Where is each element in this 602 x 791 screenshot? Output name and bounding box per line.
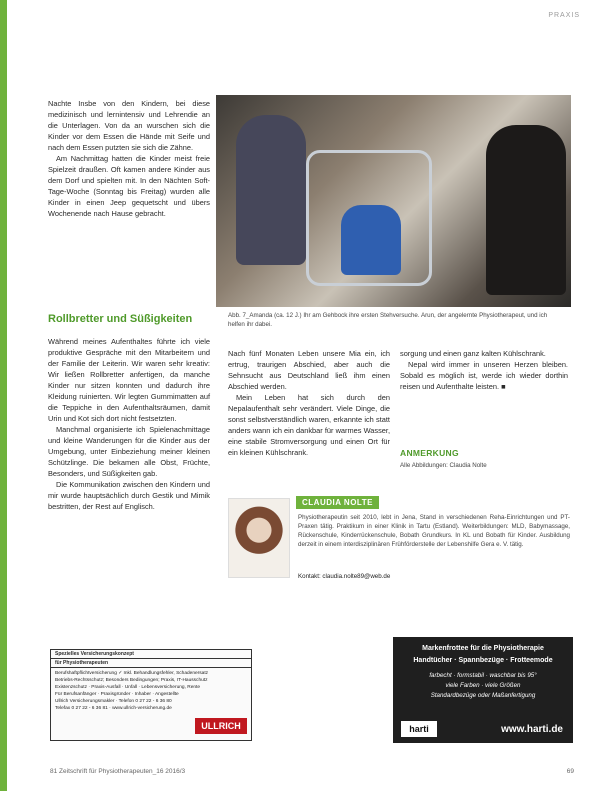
ad-row: Ullrich Versicherungsmakler · Telefon 0 27 22 - 6 36 80 [55, 699, 172, 704]
ad-line: farbecht · formstabil · waschbar bis 95° [429, 672, 537, 679]
author-figure-shape [486, 125, 566, 295]
ad-row: Existenzschutz · Praxis-Ausfall · Unfall · Lebensversicherung, Rente [55, 685, 201, 690]
paragraph: Nepal wird immer in unseren Herzen bleiben. Sobald es möglich ist, werde ich wieder dorthin reisen und Aufenthalte leisten. ■ [400, 360, 568, 391]
paragraph: Manchmal organisierte ich Spielenachmittage und kleine Wanderungen für die Kinder aus der Umgebung, unter Einbeziehung meiner kleinen Schützlinge. Die bekamen alle Obst, Früchte, Besonders, und Süßigkeiten gab. [48, 425, 210, 478]
page-edge-stripe [0, 0, 7, 791]
child-figure-shape [341, 205, 401, 275]
column-a-body [48, 336, 210, 512]
paragraph: sorgung und einen ganz kalten Kühlschrank. [400, 349, 546, 358]
ad-row: Für Berufsanfänger · Praxisgründer · Inhaber · Angestellte [55, 692, 179, 697]
column-b [228, 348, 390, 458]
paragraph: Die Kommunikation zwischen den Kindern und mir wurde hauptsächlich durch Gestik und Mimik bestritten, der Rest auf Englisch. [48, 480, 210, 511]
section-heading: Rollbretter und Süßigkeiten [48, 313, 193, 325]
paragraph: Nach fünf Monaten Leben unsere Mia ein, ich ertrug, traurigen Abschied, aber auch die Sehnsucht aus Deutschland ließ ihm einen Abschied werden. [228, 349, 390, 391]
harti-logo: harti [401, 721, 437, 737]
ad-subhead: für Physiotherapeuten [51, 659, 251, 668]
author-name-tag: CLAUDIA NOLTE [296, 496, 379, 509]
ad-line: Handtücher · Spannbezüge · Frotteemode [413, 657, 553, 664]
insurance-ad[interactable] [50, 649, 252, 741]
anmerkung-text: Alle Abbildungen: Claudia Nolte [400, 462, 487, 469]
ad-title: Markenfrottee für die Physiotherapie [422, 645, 544, 652]
section-label: PRAXIS [548, 12, 580, 19]
author-contact-link[interactable]: Kontakt: claudia.nolte89@web.de [298, 573, 391, 580]
therapist-figure-shape [236, 115, 306, 265]
paragraph: Mein Leben hat sich durch den Nepalaufenthalt sehr verändert. Viele Dinge, die sonst selbstverständlich waren, erkannte ich statt anders wann ich ein dankbar für warmes Wasser, eine stabile Stromversorgung und einen Ort für ein kleinen Kühlschrank. [228, 393, 390, 457]
anmerkung-title: ANMERKUNG [400, 448, 459, 458]
column-c [400, 348, 568, 392]
page-number: 69 [566, 768, 574, 775]
article-photo [216, 95, 571, 307]
ad-url[interactable]: www.harti.de [501, 724, 563, 735]
column-a-top [48, 98, 210, 219]
ad-row: Berufshaftpflichtversicherung ✓ Inkl. Behandlungsfehler, Schadenersatz [55, 671, 209, 676]
ad-line: viele Farben · viele Größen [445, 682, 521, 689]
ad-head: Spezielles Versicherungskonzept [51, 650, 251, 659]
footer-journal: 81 Zeitschrift für Physiotherapeuten_16 2016/3 [50, 768, 186, 775]
harti-ad[interactable] [393, 637, 573, 743]
ullrich-logo: ULLRICH [195, 718, 247, 734]
paragraph: Während meines Aufenthaltes führte ich viele produktive Gespräche mit den Mitarbeitern und der Familie der Leiterin. Wir waren sehr kreativ: Wir ließen Rollbretter anfertigen, da manche Kinder nur sitzen konnten und dadurch ihre Kleidung ruinierten. Wir legten Gummimatten auf die Teppiche in den Aufenthaltsräumen, damit Urin und Kot sich dort nicht festsetzten. [48, 337, 210, 423]
paragraph: Am Nachmittag hatten die Kinder meist freie Spielzeit draußen. Oft kamen andere Kinder aus dem Dorf und spielten mit. In den Nächten Soft-Tage-Woche (Sonntag bis Freitag) wurden alle Kinder in einen Jeep gequetscht und übers Wochenende nach Hause gebracht. [48, 154, 210, 218]
paragraph: Nachte Insbe von den Kindern, bei diese medizinisch und lernintensiv und Lehrendie an die Unterlagen. Von da an wurschen sich die Kinder vor dem Essen die Hände mit Seife und nach dem Essen putzten sie sich die Zähne. [48, 99, 210, 152]
ad-row: Telefax 0 27 22 - 6 36 81 · www.ullrich-versicherung.de [55, 706, 172, 711]
author-bio: Physiotherapeutin seit 2010, lebt in Jena, Stand in verschiedenen Reha-Einrichtungen und PT-Praxen tätig. Praktikum in einer Klinik in Tartu (Estland). Weiterbildungen: MLD, Babymassage, Rückenschule, Kinderrückenschule, Bobath Grundkurs. In KL und Bobath für Kinder. Ausbildung derzeit in einem interdisziplinären Frühförderstelle der Lebenshilfe Gera e. V. tätig. [298, 514, 570, 548]
ad-line: Standardbezüge oder Maßanfertigung [430, 692, 536, 699]
ad-row: Betriebs-Rechtsschutz; Besonders Bedingungen; Praxis, IT-Hausschutz [55, 678, 208, 683]
photo-caption: Abb. 7_Amanda (ca. 12 J.) Ihr am Gehbock ihre ersten Stehversuche. Arun, der angelernte Physiotherapeut, und ich helfen ihr dabei. [228, 312, 548, 328]
author-photo [228, 498, 290, 578]
